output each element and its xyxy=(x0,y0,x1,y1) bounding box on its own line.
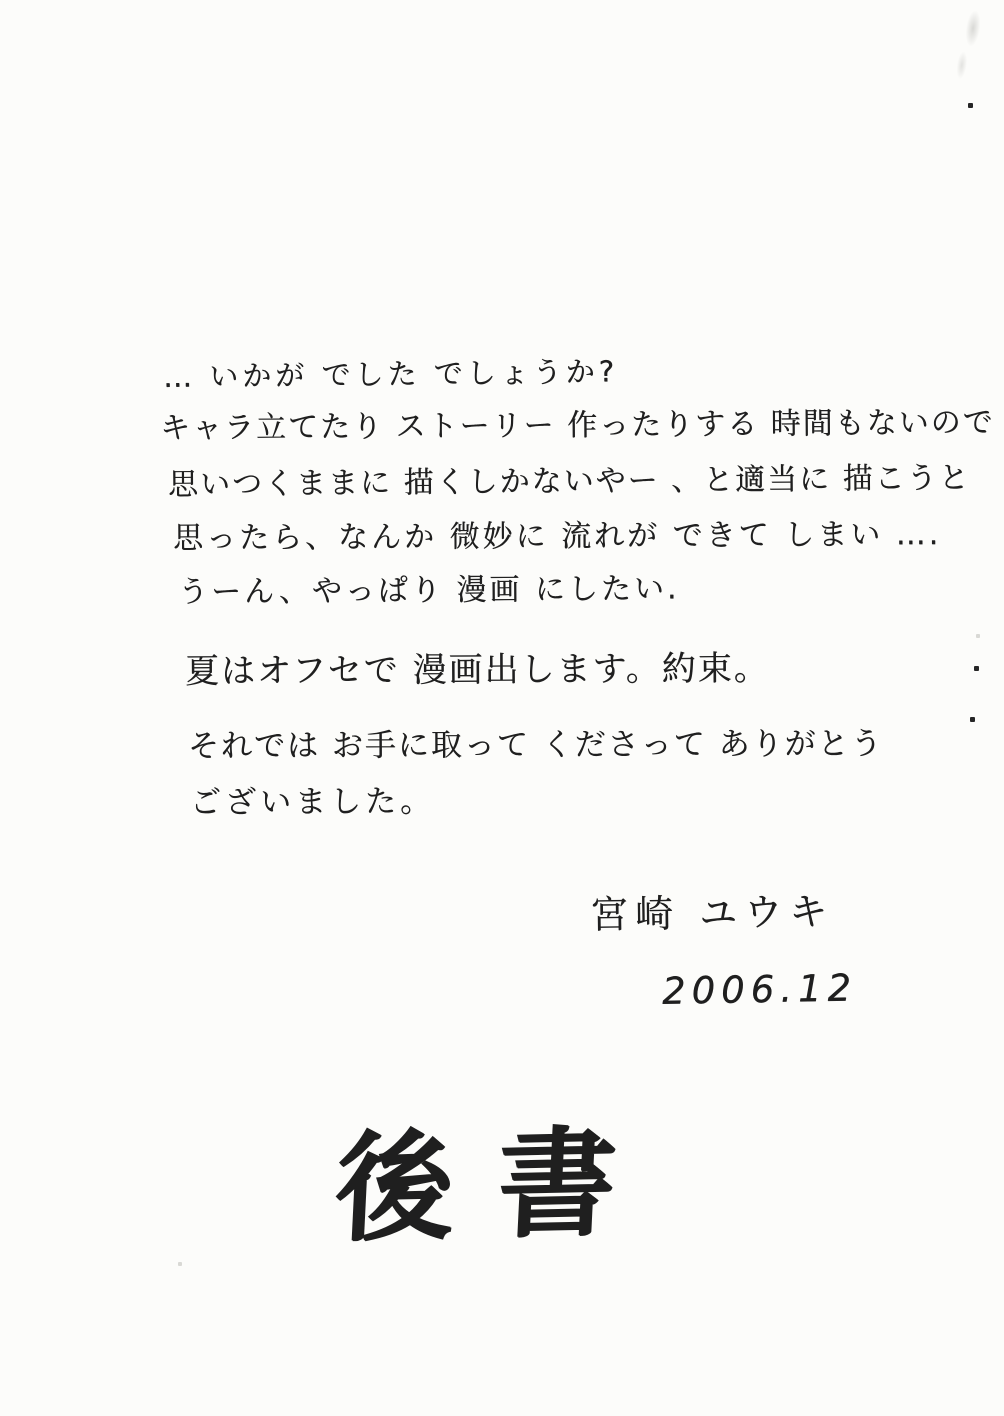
scan-speck xyxy=(976,634,980,638)
scan-speck xyxy=(968,103,973,108)
afterword-line-3: 思いつくままに 描くしかないやー 、と適当に 描こうと xyxy=(167,460,971,503)
afterword-title: 後書 xyxy=(332,1112,663,1258)
scan-smudge xyxy=(946,4,992,96)
scan-speck xyxy=(970,717,975,722)
closing-line-2: ございました。 xyxy=(189,783,436,821)
afterword-line-4: 思ったら、なんか 微妙に 流れが できて しまい …. xyxy=(172,516,942,557)
closing-line-1: それでは お手に取って くださって ありがとう xyxy=(187,725,884,765)
promise-line: 夏はオフセで 漫画出します。約束。 xyxy=(184,648,770,692)
afterword-line-1: … いかが でした でしょうか? xyxy=(162,354,619,394)
author-signature: 宮崎 ユウキ xyxy=(589,889,835,937)
afterword-line-2: キャラ立てたり ストーリー 作ったりする 時間もないので xyxy=(159,405,995,446)
scan-speck xyxy=(974,666,979,671)
afterword-line-5: うーん、やっぱり 漫画 にしたい. xyxy=(177,571,680,610)
date: 2006.12 xyxy=(661,966,858,1013)
scan-speck xyxy=(178,1262,182,1266)
